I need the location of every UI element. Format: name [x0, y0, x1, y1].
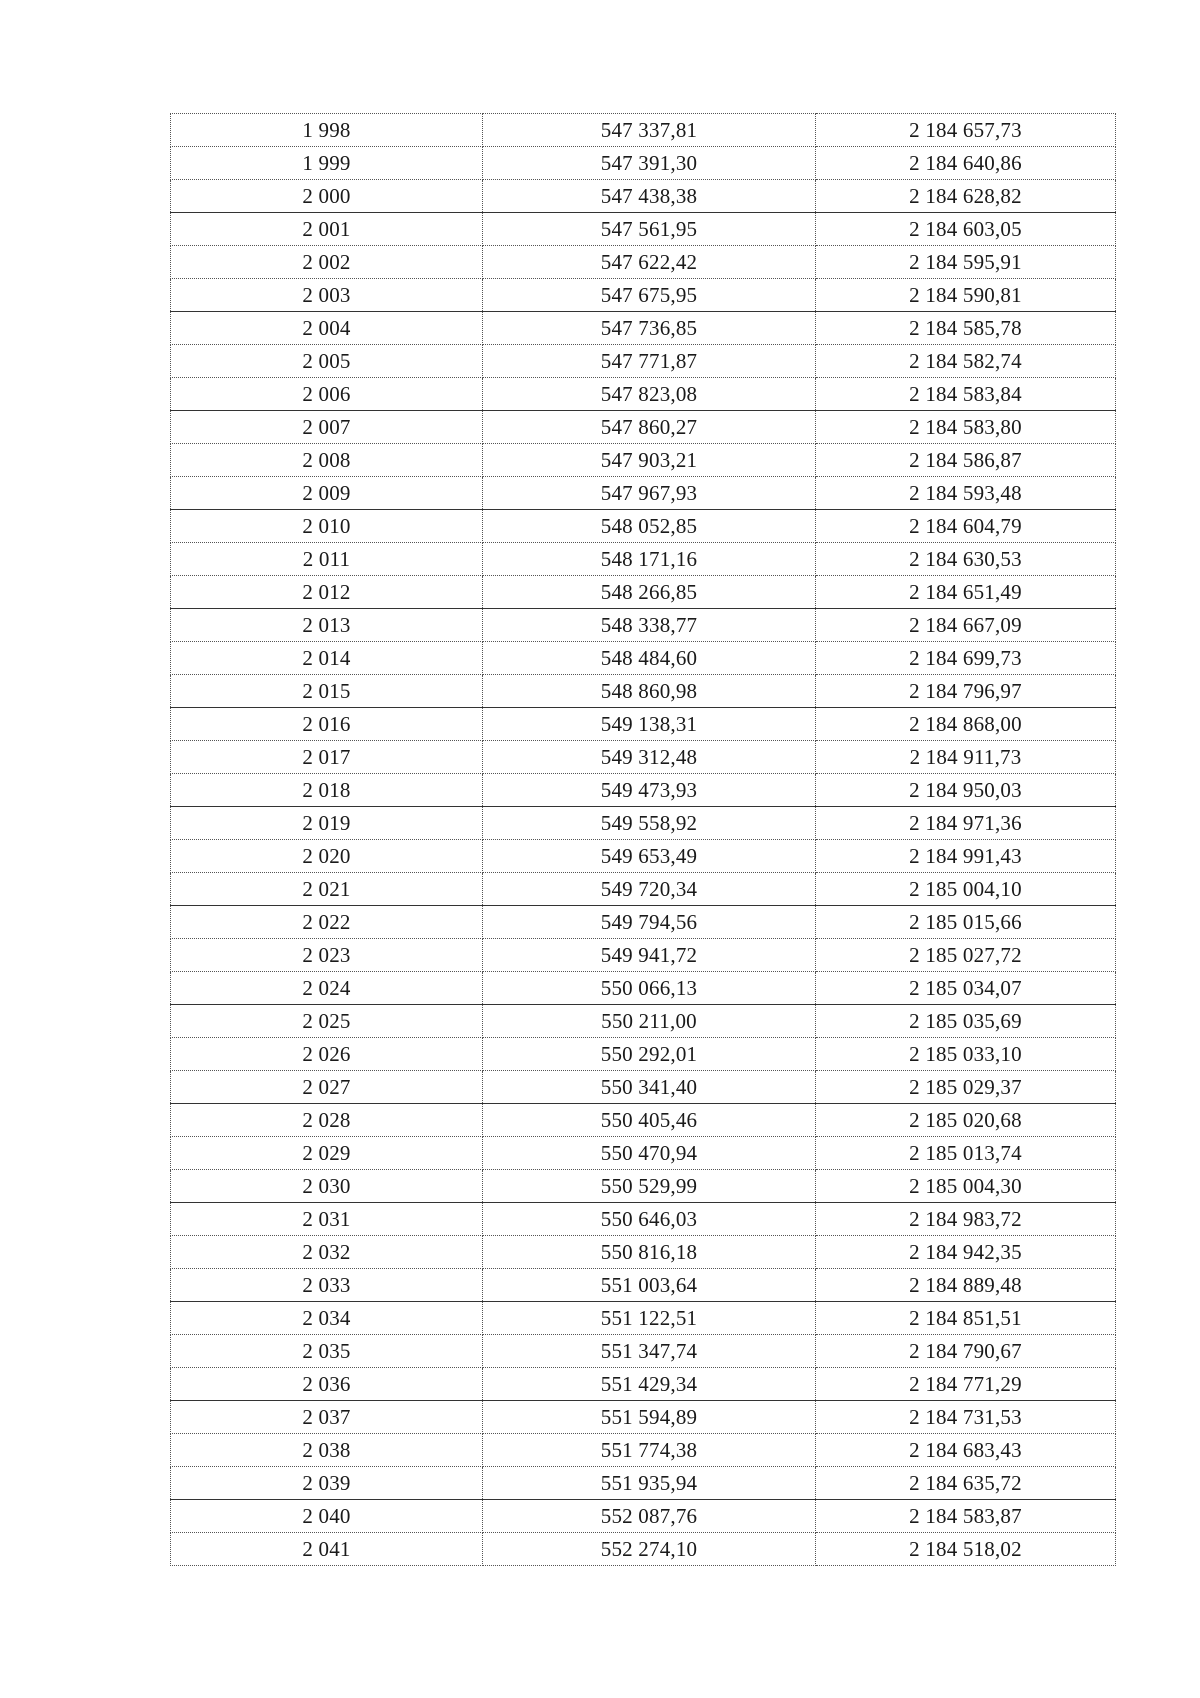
x-coordinate-cell: 550 816,18	[483, 1236, 816, 1269]
table-row	[171, 873, 1116, 906]
point-number-cell: 2 039	[171, 1467, 483, 1500]
point-number-cell: 2 001	[171, 213, 483, 246]
y-coordinate-cell: 2 184 603,05	[816, 213, 1116, 246]
x-coordinate-cell: 551 122,51	[483, 1302, 816, 1335]
table-row	[171, 675, 1116, 708]
table-row	[171, 510, 1116, 543]
point-number-cell: 2 013	[171, 609, 483, 642]
y-coordinate-cell: 2 184 950,03	[816, 774, 1116, 807]
table-row	[171, 246, 1116, 279]
point-number-cell: 2 000	[171, 180, 483, 213]
x-coordinate-cell: 547 860,27	[483, 411, 816, 444]
y-coordinate-cell: 2 184 583,84	[816, 378, 1116, 411]
point-number-cell: 2 034	[171, 1302, 483, 1335]
table-row	[171, 279, 1116, 312]
y-coordinate-cell: 2 185 013,74	[816, 1137, 1116, 1170]
x-coordinate-cell: 547 903,21	[483, 444, 816, 477]
x-coordinate-cell: 547 771,87	[483, 345, 816, 378]
y-coordinate-cell: 2 184 889,48	[816, 1269, 1116, 1302]
table-row	[171, 609, 1116, 642]
point-number-cell: 2 025	[171, 1005, 483, 1038]
y-coordinate-cell: 2 184 583,80	[816, 411, 1116, 444]
table-row	[171, 939, 1116, 972]
point-number-cell: 2 038	[171, 1434, 483, 1467]
y-coordinate-cell: 2 184 593,48	[816, 477, 1116, 510]
x-coordinate-cell: 550 405,46	[483, 1104, 816, 1137]
x-coordinate-cell: 548 266,85	[483, 576, 816, 609]
table-row	[171, 1335, 1116, 1368]
point-number-cell: 2 029	[171, 1137, 483, 1170]
x-coordinate-cell: 549 941,72	[483, 939, 816, 972]
y-coordinate-cell: 2 185 027,72	[816, 939, 1116, 972]
x-coordinate-cell: 549 653,49	[483, 840, 816, 873]
coordinates-table	[170, 113, 1116, 1566]
y-coordinate-cell: 2 184 731,53	[816, 1401, 1116, 1434]
x-coordinate-cell: 549 720,34	[483, 873, 816, 906]
x-coordinate-cell: 551 347,74	[483, 1335, 816, 1368]
y-coordinate-cell: 2 184 585,78	[816, 312, 1116, 345]
x-coordinate-cell: 551 935,94	[483, 1467, 816, 1500]
table-row	[171, 1467, 1116, 1500]
table-row	[171, 444, 1116, 477]
y-coordinate-cell: 2 184 604,79	[816, 510, 1116, 543]
table-row	[171, 807, 1116, 840]
point-number-cell: 2 031	[171, 1203, 483, 1236]
table-row	[171, 1137, 1116, 1170]
table-row	[171, 576, 1116, 609]
y-coordinate-cell: 2 184 583,87	[816, 1500, 1116, 1533]
y-coordinate-cell: 2 184 630,53	[816, 543, 1116, 576]
point-number-cell: 2 028	[171, 1104, 483, 1137]
y-coordinate-cell: 2 184 651,49	[816, 576, 1116, 609]
y-coordinate-cell: 2 184 518,02	[816, 1533, 1116, 1566]
x-coordinate-cell: 548 484,60	[483, 642, 816, 675]
x-coordinate-cell: 551 594,89	[483, 1401, 816, 1434]
y-coordinate-cell: 2 184 667,09	[816, 609, 1116, 642]
point-number-cell: 2 019	[171, 807, 483, 840]
x-coordinate-cell: 548 860,98	[483, 675, 816, 708]
point-number-cell: 2 007	[171, 411, 483, 444]
table-row	[171, 1269, 1116, 1302]
table-row	[171, 477, 1116, 510]
coordinates-table-body	[171, 114, 1116, 1566]
table-row	[171, 1434, 1116, 1467]
table-row	[171, 1203, 1116, 1236]
y-coordinate-cell: 2 184 628,82	[816, 180, 1116, 213]
y-coordinate-cell: 2 184 586,87	[816, 444, 1116, 477]
y-coordinate-cell: 2 185 029,37	[816, 1071, 1116, 1104]
x-coordinate-cell: 551 774,38	[483, 1434, 816, 1467]
y-coordinate-cell: 2 184 868,00	[816, 708, 1116, 741]
point-number-cell: 2 002	[171, 246, 483, 279]
point-number-cell: 2 020	[171, 840, 483, 873]
table-row	[171, 1104, 1116, 1137]
point-number-cell: 1 998	[171, 114, 483, 147]
point-number-cell: 2 023	[171, 939, 483, 972]
table-row	[171, 840, 1116, 873]
table-row	[171, 1071, 1116, 1104]
point-number-cell: 1 999	[171, 147, 483, 180]
x-coordinate-cell: 551 003,64	[483, 1269, 816, 1302]
point-number-cell: 2 036	[171, 1368, 483, 1401]
table-row	[171, 1302, 1116, 1335]
point-number-cell: 2 004	[171, 312, 483, 345]
table-row	[171, 708, 1116, 741]
x-coordinate-cell: 551 429,34	[483, 1368, 816, 1401]
x-coordinate-cell: 547 622,42	[483, 246, 816, 279]
point-number-cell: 2 010	[171, 510, 483, 543]
x-coordinate-cell: 549 138,31	[483, 708, 816, 741]
point-number-cell: 2 008	[171, 444, 483, 477]
y-coordinate-cell: 2 185 004,10	[816, 873, 1116, 906]
x-coordinate-cell: 552 274,10	[483, 1533, 816, 1566]
x-coordinate-cell: 547 337,81	[483, 114, 816, 147]
point-number-cell: 2 016	[171, 708, 483, 741]
y-coordinate-cell: 2 184 971,36	[816, 807, 1116, 840]
point-number-cell: 2 024	[171, 972, 483, 1005]
point-number-cell: 2 005	[171, 345, 483, 378]
x-coordinate-cell: 549 558,92	[483, 807, 816, 840]
table-row	[171, 1401, 1116, 1434]
point-number-cell: 2 041	[171, 1533, 483, 1566]
y-coordinate-cell: 2 185 015,66	[816, 906, 1116, 939]
y-coordinate-cell: 2 184 635,72	[816, 1467, 1116, 1500]
table-row	[171, 1005, 1116, 1038]
table-row	[171, 1368, 1116, 1401]
x-coordinate-cell: 552 087,76	[483, 1500, 816, 1533]
table-row	[171, 774, 1116, 807]
y-coordinate-cell: 2 184 983,72	[816, 1203, 1116, 1236]
x-coordinate-cell: 548 052,85	[483, 510, 816, 543]
table-row	[171, 312, 1116, 345]
y-coordinate-cell: 2 184 796,97	[816, 675, 1116, 708]
table-row	[171, 345, 1116, 378]
y-coordinate-cell: 2 185 020,68	[816, 1104, 1116, 1137]
y-coordinate-cell: 2 184 640,86	[816, 147, 1116, 180]
point-number-cell: 2 027	[171, 1071, 483, 1104]
table-row	[171, 411, 1116, 444]
x-coordinate-cell: 550 211,00	[483, 1005, 816, 1038]
y-coordinate-cell: 2 185 035,69	[816, 1005, 1116, 1038]
x-coordinate-cell: 547 561,95	[483, 213, 816, 246]
x-coordinate-cell: 549 312,48	[483, 741, 816, 774]
point-number-cell: 2 035	[171, 1335, 483, 1368]
y-coordinate-cell: 2 184 683,43	[816, 1434, 1116, 1467]
x-coordinate-cell: 547 967,93	[483, 477, 816, 510]
point-number-cell: 2 018	[171, 774, 483, 807]
x-coordinate-cell: 547 736,85	[483, 312, 816, 345]
point-number-cell: 2 006	[171, 378, 483, 411]
x-coordinate-cell: 550 292,01	[483, 1038, 816, 1071]
table-row	[171, 642, 1116, 675]
y-coordinate-cell: 2 185 033,10	[816, 1038, 1116, 1071]
y-coordinate-cell: 2 184 595,91	[816, 246, 1116, 279]
x-coordinate-cell: 550 470,94	[483, 1137, 816, 1170]
point-number-cell: 2 022	[171, 906, 483, 939]
table-row	[171, 378, 1116, 411]
point-number-cell: 2 017	[171, 741, 483, 774]
y-coordinate-cell: 2 184 590,81	[816, 279, 1116, 312]
table-row	[171, 114, 1116, 147]
point-number-cell: 2 021	[171, 873, 483, 906]
x-coordinate-cell: 547 823,08	[483, 378, 816, 411]
point-number-cell: 2 012	[171, 576, 483, 609]
y-coordinate-cell: 2 184 699,73	[816, 642, 1116, 675]
point-number-cell: 2 003	[171, 279, 483, 312]
y-coordinate-cell: 2 184 582,74	[816, 345, 1116, 378]
x-coordinate-cell: 550 066,13	[483, 972, 816, 1005]
point-number-cell: 2 030	[171, 1170, 483, 1203]
y-coordinate-cell: 2 184 657,73	[816, 114, 1116, 147]
x-coordinate-cell: 548 338,77	[483, 609, 816, 642]
table-row	[171, 1500, 1116, 1533]
table-row	[171, 1533, 1116, 1566]
x-coordinate-cell: 549 473,93	[483, 774, 816, 807]
table-row	[171, 741, 1116, 774]
x-coordinate-cell: 547 391,30	[483, 147, 816, 180]
table-row	[171, 213, 1116, 246]
x-coordinate-cell: 548 171,16	[483, 543, 816, 576]
y-coordinate-cell: 2 185 004,30	[816, 1170, 1116, 1203]
point-number-cell: 2 011	[171, 543, 483, 576]
x-coordinate-cell: 550 529,99	[483, 1170, 816, 1203]
point-number-cell: 2 037	[171, 1401, 483, 1434]
point-number-cell: 2 032	[171, 1236, 483, 1269]
point-number-cell: 2 014	[171, 642, 483, 675]
y-coordinate-cell: 2 184 790,67	[816, 1335, 1116, 1368]
x-coordinate-cell: 550 646,03	[483, 1203, 816, 1236]
table-row	[171, 1170, 1116, 1203]
x-coordinate-cell: 550 341,40	[483, 1071, 816, 1104]
table-row	[171, 147, 1116, 180]
table-row	[171, 543, 1116, 576]
y-coordinate-cell: 2 184 942,35	[816, 1236, 1116, 1269]
table-row	[171, 906, 1116, 939]
table-row	[171, 1236, 1116, 1269]
x-coordinate-cell: 547 438,38	[483, 180, 816, 213]
y-coordinate-cell: 2 185 034,07	[816, 972, 1116, 1005]
table-row	[171, 972, 1116, 1005]
y-coordinate-cell: 2 184 851,51	[816, 1302, 1116, 1335]
table-row	[171, 1038, 1116, 1071]
y-coordinate-cell: 2 184 771,29	[816, 1368, 1116, 1401]
x-coordinate-cell: 547 675,95	[483, 279, 816, 312]
y-coordinate-cell: 2 184 991,43	[816, 840, 1116, 873]
point-number-cell: 2 040	[171, 1500, 483, 1533]
point-number-cell: 2 015	[171, 675, 483, 708]
y-coordinate-cell: 2 184 911,73	[816, 741, 1116, 774]
point-number-cell: 2 026	[171, 1038, 483, 1071]
point-number-cell: 2 009	[171, 477, 483, 510]
x-coordinate-cell: 549 794,56	[483, 906, 816, 939]
point-number-cell: 2 033	[171, 1269, 483, 1302]
table-row	[171, 180, 1116, 213]
